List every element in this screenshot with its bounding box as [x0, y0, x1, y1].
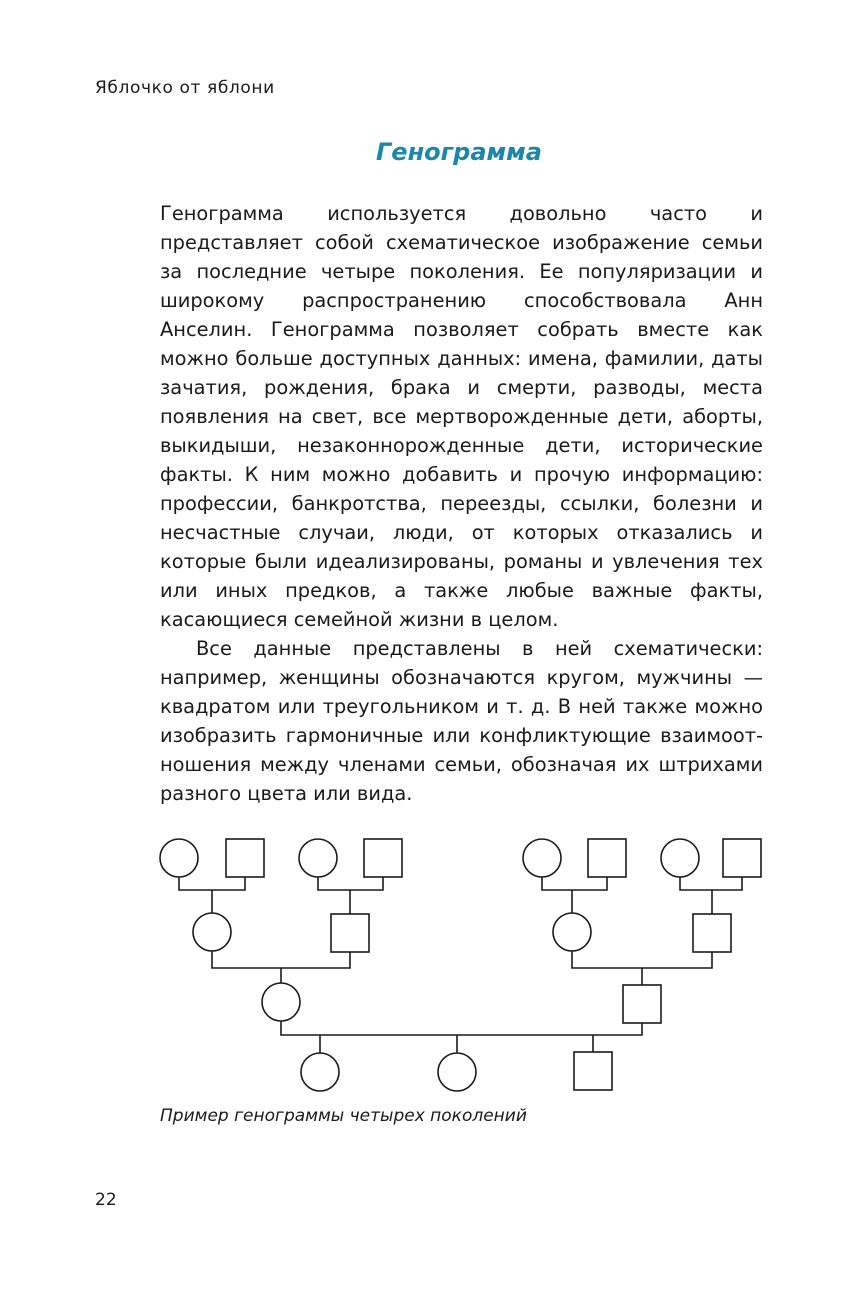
paragraph-2: Все данные представлены в ней схематически: например, женщины обозначаются кругом, мужчины — квадратом или треугольником и т. д. В ней также можно изобразить гармоничные или конфликтующие взаимоотношения между членами семьи, обозначая их штрихами разного цвета или вида.: [160, 637, 763, 805]
connector-gen1-couple3: [542, 877, 607, 890]
gen1-male-2: [364, 839, 402, 877]
connector-gen2-couple2: [572, 951, 712, 968]
gen1-female-2: [299, 839, 337, 877]
connector-gen2-couple1: [212, 951, 350, 968]
connector-gen1-couple2: [318, 877, 383, 890]
gen4-female-2: [438, 1053, 476, 1091]
gen1-male-1: [226, 839, 264, 877]
gen1-female-3: [523, 839, 561, 877]
page-number: 22: [95, 1190, 117, 1210]
gen2-male-1: [331, 914, 369, 952]
body-text: [160, 199, 763, 808]
gen3-male: [623, 985, 661, 1023]
connector-gen1-couple4: [680, 877, 742, 890]
gen1-male-3: [588, 839, 626, 877]
connector-gen3-couple: [281, 1021, 642, 1035]
gen2-male-2: [693, 914, 731, 952]
gen4-female-1: [301, 1053, 339, 1091]
gen2-female-2: [553, 913, 591, 951]
gen1-female-4: [661, 839, 699, 877]
connector-gen1-couple1: [179, 877, 245, 890]
running-head: Яблочко от яблони: [95, 78, 275, 98]
gen1-male-4: [723, 839, 761, 877]
gen4-male: [574, 1052, 612, 1090]
gen1-female-1: [160, 839, 198, 877]
gen2-female-1: [193, 913, 231, 951]
figure-caption: Пример генограммы четырех поколений: [160, 1106, 527, 1126]
genogram-diagram: [150, 828, 780, 1098]
gen3-female: [262, 983, 300, 1021]
section-title: Генограмма: [376, 138, 542, 166]
paragraph-1: Генограмма используется довольно часто и представляет собой схематическое изображение семьи за последние четыре поколения. Ее популяризации и широкому распространению способствовала Анн Анселин. Генограмма позволяет собрать вместе как можно больше доступных данных: имена, фамилии, даты зачатия, рождения, брака и смерти, разводы, места появления на свет, все мертворожденные дети, аборты, выкидыши, незаконнорожденные дети, исторические факты. К ним можно добавить и прочую информацию: профессии, банкротства, переезды, ссылки, болезни и несчастные случаи, люди, от которых отказались и которые были идеализированы, романы и увлечения тех или иных предков, а также любые важные факты, касающиеся семейной жизни в целом.: [160, 202, 763, 631]
